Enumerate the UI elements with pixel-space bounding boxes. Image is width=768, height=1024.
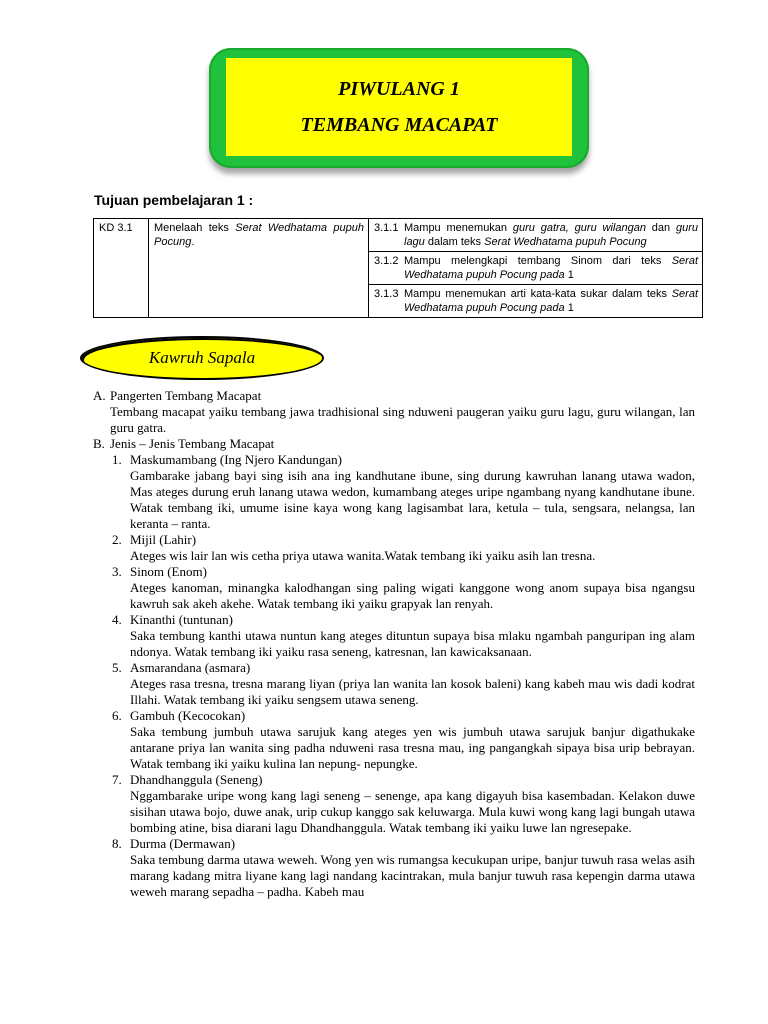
table-row bbox=[94, 219, 703, 252]
indicator-cell bbox=[369, 219, 703, 252]
item-heading: Asmarandana (asmara) bbox=[130, 660, 251, 675]
section-label: Kawruh Sapala bbox=[148, 348, 256, 367]
tembang-list bbox=[93, 452, 695, 900]
section-b bbox=[93, 436, 695, 452]
list-item bbox=[112, 836, 695, 900]
list-item bbox=[112, 660, 695, 708]
item-number: 2. bbox=[112, 532, 122, 547]
item-text: Saka tembung kanthi utawa nuntun kang ateges dituntun supaya bisa mlaku ngambah panguripan ing alam ndonya. Watak tembang iki yaiku rasa seneng, katresnan, lan kawicaksanaan. bbox=[130, 628, 695, 659]
list-item bbox=[112, 708, 695, 772]
indicator-text: Mampu melengkapi tembang Sinom dari teks Serat Wedhatama pupuh Pocung pada 1 bbox=[404, 255, 698, 281]
indicator-number: 3.1.1 bbox=[374, 222, 399, 234]
item-text: Nggambarake uripe wong kang lagi seneng – senenge, apa kang digayuh bisa kasembadan. Kelakon duwe sisihan utawa bojo, duwe anak, urip cukup kanggo sak keluwarga. Mula kuwi wong kang lagi bungah utawa bombing atine, bisa diarani lagu Dhandhanggula. Watak tembang iki yaiku luwe lan ngresepake. bbox=[130, 788, 695, 835]
item-text: Ateges rasa tresna, tresna marang liyan (priya lan wanita lan kosok baleni) kang kabeh mau wis dadi kodrat Illahi. Watak tembang iki yaiku sengsem utawa seneng. bbox=[130, 676, 695, 707]
section-text: Tembang macapat yaiku tembang jawa tradhisional sing nduweni paugeran yaiku guru lagu, guru wilangan, lan guru gatra. bbox=[110, 404, 695, 435]
item-heading: Maskumambang (Ing Njero Kandungan) bbox=[130, 452, 342, 467]
item-number: 8. bbox=[112, 836, 122, 851]
lesson-number: PIWULANG 1 bbox=[338, 78, 460, 100]
item-heading: Durma (Dermawan) bbox=[130, 836, 236, 851]
indicator-number: 3.1.2 bbox=[374, 255, 399, 267]
item-heading: Sinom (Enom) bbox=[130, 564, 207, 579]
title-banner bbox=[209, 48, 589, 168]
section-heading: Pangerten Tembang Macapat bbox=[110, 388, 262, 403]
section-letter: B. bbox=[93, 436, 105, 451]
item-number: 3. bbox=[112, 564, 122, 579]
item-heading: Gambuh (Kecocokan) bbox=[130, 708, 246, 723]
competency-table bbox=[93, 218, 703, 318]
item-heading: Kinanthi (tuntunan) bbox=[130, 612, 233, 627]
item-heading: Dhandhanggula (Seneng) bbox=[130, 772, 263, 787]
section-letter: A. bbox=[93, 388, 106, 403]
indicator-text: Mampu menemukan arti kata-kata sukar dalam teks Serat Wedhatama pupuh Pocung pada 1 bbox=[404, 288, 698, 314]
list-item bbox=[112, 532, 695, 564]
item-text: Ateges kanoman, minangka kalodhangan sing paling wigati kanggone wong anom supaya bisa ngangsu kawruh sak akeh akehe. Watak tembang iki yaiku grapyak lan renyah. bbox=[130, 580, 695, 611]
lesson-title: TEMBANG MACAPAT bbox=[300, 114, 498, 136]
objectives-heading: Tujuan pembelajaran 1 : bbox=[94, 192, 254, 208]
indicator-cell bbox=[369, 285, 703, 318]
kd-code: KD 3.1 bbox=[94, 219, 149, 318]
indicator-text: Mampu menemukan guru gatra, guru wilangan dan guru lagu dalam teks Serat Wedhatama pupuh Pocung bbox=[404, 222, 698, 248]
list-item bbox=[112, 452, 695, 532]
list-item bbox=[112, 772, 695, 836]
item-heading: Mijil (Lahir) bbox=[130, 532, 197, 547]
section-heading: Jenis – Jenis Tembang Macapat bbox=[110, 436, 275, 451]
indicator-cell bbox=[369, 252, 703, 285]
item-number: 1. bbox=[112, 452, 122, 467]
main-content bbox=[93, 388, 695, 900]
section-label-oval bbox=[80, 336, 324, 380]
item-text: Gambarake jabang bayi sing isih ana ing kandhutane ibune, sing durung kawruhan lanang utawa wadon, Mas ateges durung eruh lanang utawa wedon, kumambang ateges uripe ngambang nyang kandhutane ibune. Watak tembang iki, umume isine kaya wong kang lagisambat lara, ketula – tula, sengsara, nelangsa, lan keranta – ranta. bbox=[130, 468, 695, 531]
kd-description: Menelaah teks Serat Wedhatama pupuh Pocung. bbox=[149, 219, 369, 318]
section-a bbox=[93, 388, 695, 436]
item-number: 5. bbox=[112, 660, 122, 675]
item-number: 7. bbox=[112, 772, 122, 787]
item-text: Saka tembung jumbuh utawa sarujuk kang ateges yen wis jumbuh utawa sarujuk banjur digathukake antarane priya lan wanita sing padha nduweni rasa tresna mau, ing pangangkah sipaya bisa urip bebrayan. Watak tembang iki yaiku kulina lan nepung- nepungke. bbox=[130, 724, 695, 771]
list-item bbox=[112, 564, 695, 612]
item-number: 4. bbox=[112, 612, 122, 627]
list-item bbox=[112, 612, 695, 660]
indicator-number: 3.1.3 bbox=[374, 288, 399, 300]
item-number: 6. bbox=[112, 708, 122, 723]
item-text: Ateges wis lair lan wis cetha priya utawa wanita.Watak tembang iki yaiku asih lan tresna. bbox=[130, 548, 596, 563]
item-text: Saka tembung darma utawa weweh. Wong yen wis rumangsa kecukupan uripe, banjur tuwuh rasa welas asih marang kadang mitra liyane kang lagi nandang kacintrakan, mula banjur tuwuh rasa kepengin darma utawa weweh marang sepadha – padha. Kabeh mau bbox=[130, 852, 695, 899]
title-banner-inner bbox=[226, 58, 572, 156]
